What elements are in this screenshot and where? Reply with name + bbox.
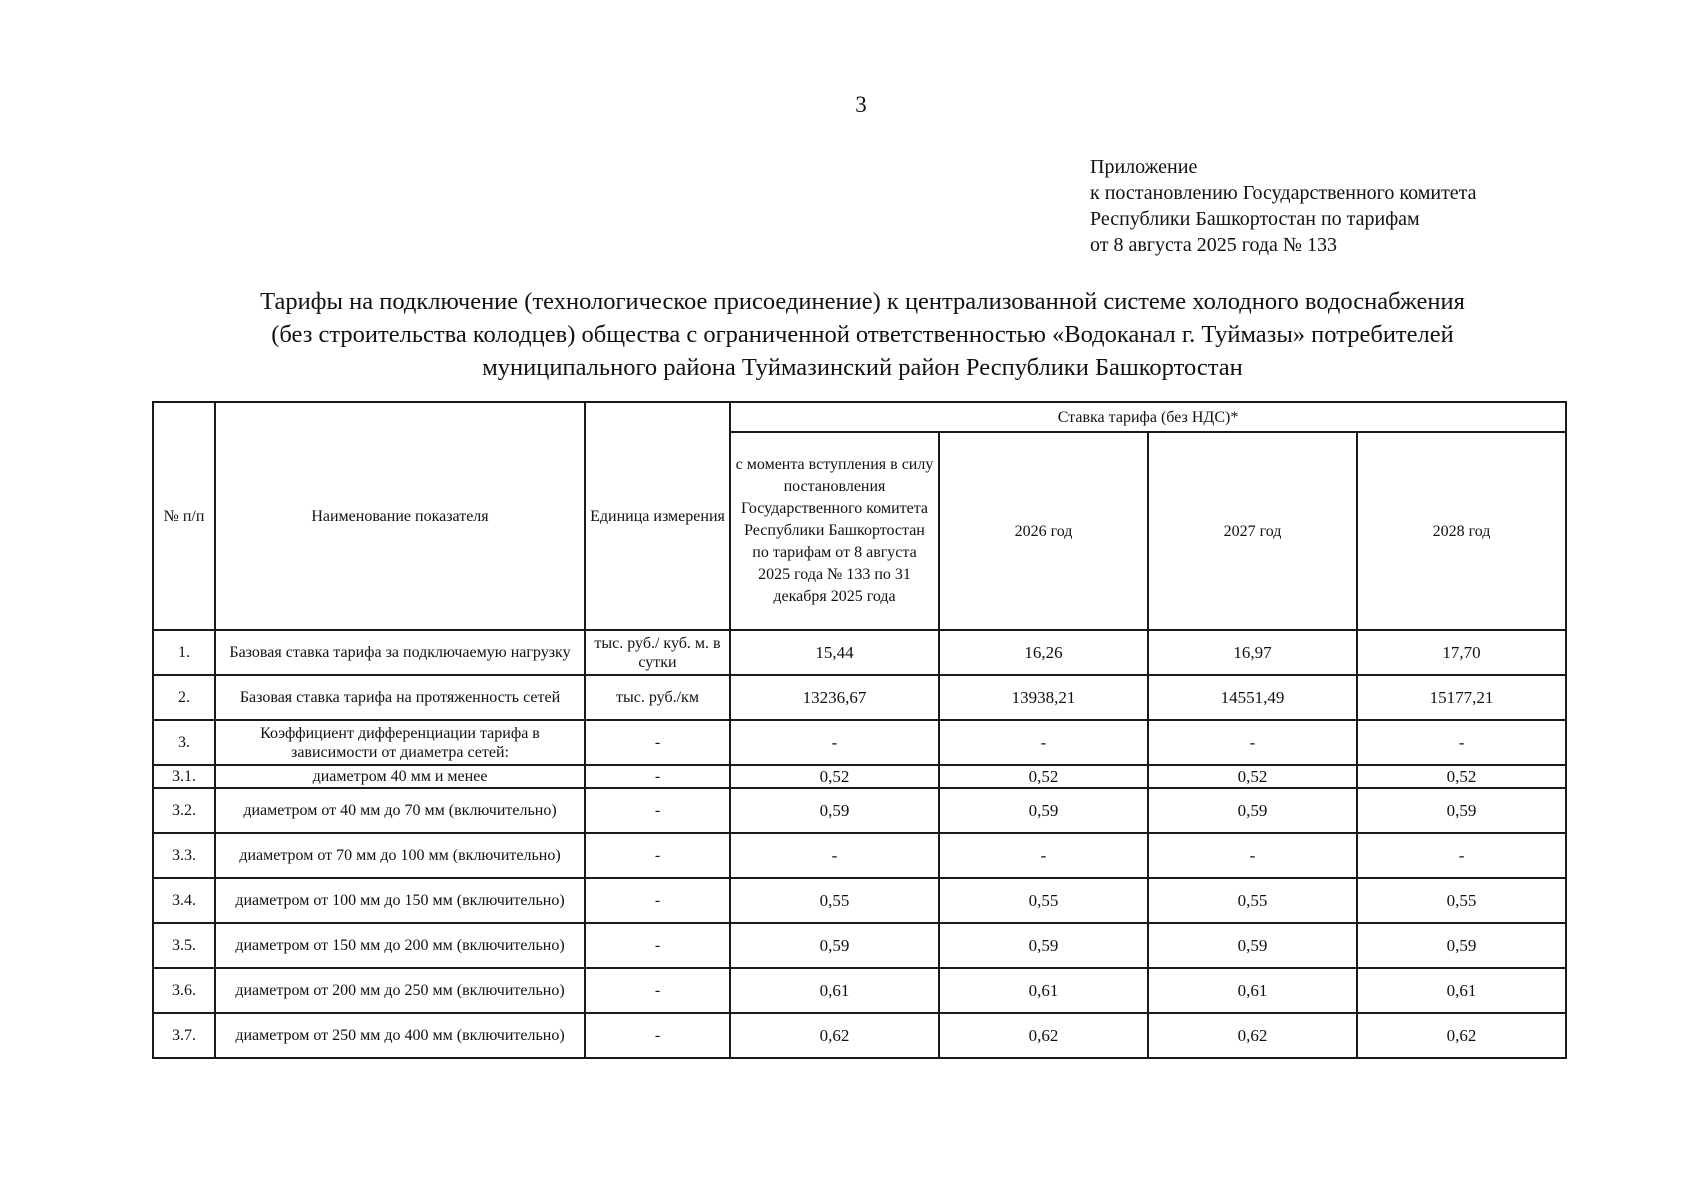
row-number: 3.4. [153, 878, 215, 923]
row-unit: - [585, 968, 730, 1013]
row-value: 0,52 [730, 765, 939, 788]
tariff-table [152, 401, 1567, 1059]
table-row [153, 968, 1566, 1013]
row-number: 3. [153, 720, 215, 765]
row-value: 0,55 [1357, 878, 1566, 923]
row-number: 3.6. [153, 968, 215, 1013]
title-line: Тарифы на подключение (технологическое присоединение) к централизованной системе холодного водоснабжения [260, 288, 1465, 315]
appendix-line: Приложение [1090, 156, 1198, 178]
row-value: 0,61 [730, 968, 939, 1013]
row-name: диаметром от 150 мм до 200 мм (включительно) [215, 923, 585, 968]
table-row [153, 1013, 1566, 1058]
document-title [150, 285, 1575, 384]
row-unit: - [585, 720, 730, 765]
row-name: диаметром 40 мм и менее [215, 765, 585, 788]
row-value: 0,61 [1357, 968, 1566, 1013]
row-value: 16,26 [939, 630, 1148, 675]
row-value: 0,59 [730, 788, 939, 833]
row-name: Базовая ставка тарифа за подключаемую нагрузку [215, 630, 585, 675]
row-name: Базовая ставка тарифа на протяженность сетей [215, 675, 585, 720]
header-period: с момента вступления в силу постановления Государственного комитета Республики Башкортостан по тарифам от 8 августа 2025 года № 133 по 31 декабря 2025 года [730, 432, 939, 630]
row-value: 0,62 [730, 1013, 939, 1058]
row-value: 0,59 [1357, 923, 1566, 968]
row-unit: - [585, 833, 730, 878]
row-value: 0,59 [1148, 923, 1357, 968]
header-number: № п/п [153, 402, 215, 630]
row-number: 3.5. [153, 923, 215, 968]
row-value: 0,62 [939, 1013, 1148, 1058]
header-period: 2026 год [939, 432, 1148, 630]
row-unit: тыс. руб./ куб. м. в сутки [585, 630, 730, 675]
row-unit: - [585, 878, 730, 923]
row-name: Коэффициент дифференциации тарифа в зависимости от диаметра сетей: [215, 720, 585, 765]
table-body [153, 630, 1566, 1058]
row-value: - [1148, 720, 1357, 765]
row-value: 0,62 [1357, 1013, 1566, 1058]
table-row [153, 788, 1566, 833]
table-row [153, 675, 1566, 720]
row-name: диаметром от 100 мм до 150 мм (включительно) [215, 878, 585, 923]
row-unit: - [585, 1013, 730, 1058]
header-name: Наименование показателя [215, 402, 585, 630]
appendix-line: к постановлению Государственного комитета [1090, 182, 1477, 204]
row-value: 0,59 [730, 923, 939, 968]
row-number: 1. [153, 630, 215, 675]
row-value: - [939, 720, 1148, 765]
page-number: 3 [855, 92, 867, 117]
appendix-line: Республики Башкортостан по тарифам [1090, 208, 1420, 230]
row-value: 0,55 [939, 878, 1148, 923]
table-row [153, 630, 1566, 675]
row-value: 13236,67 [730, 675, 939, 720]
row-name: диаметром от 250 мм до 400 мм (включительно) [215, 1013, 585, 1058]
appendix-line: от 8 августа 2025 года № 133 [1090, 234, 1338, 256]
row-value: 16,97 [1148, 630, 1357, 675]
row-number: 3.1. [153, 765, 215, 788]
row-number: 3.3. [153, 833, 215, 878]
header-period: 2028 год [1357, 432, 1566, 630]
row-number: 2. [153, 675, 215, 720]
appendix-note [1090, 154, 1477, 258]
table-header-row [153, 402, 1566, 432]
row-value: - [1357, 720, 1566, 765]
row-value: 0,59 [1357, 788, 1566, 833]
row-value: 0,55 [1148, 878, 1357, 923]
row-value: 0,55 [730, 878, 939, 923]
row-number: 3.7. [153, 1013, 215, 1058]
table-row [153, 765, 1566, 788]
row-number: 3.2. [153, 788, 215, 833]
row-value: - [730, 833, 939, 878]
row-value: 15,44 [730, 630, 939, 675]
row-value: 0,52 [1357, 765, 1566, 788]
row-value: - [1357, 833, 1566, 878]
row-unit: тыс. руб./км [585, 675, 730, 720]
header-period: 2027 год [1148, 432, 1357, 630]
row-unit: - [585, 765, 730, 788]
title-line: (без строительства колодцев) общества с ограниченной ответственностью «Водоканал г. Туймазы» потребителей [271, 321, 1454, 348]
row-value: 0,61 [1148, 968, 1357, 1013]
row-value: - [730, 720, 939, 765]
table-row [153, 878, 1566, 923]
row-name: диаметром от 70 мм до 100 мм (включительно) [215, 833, 585, 878]
row-value: - [939, 833, 1148, 878]
table-row [153, 923, 1566, 968]
row-value: 0,52 [1148, 765, 1357, 788]
row-value: 0,52 [939, 765, 1148, 788]
row-value: 15177,21 [1357, 675, 1566, 720]
row-value: 13938,21 [939, 675, 1148, 720]
row-value: 0,62 [1148, 1013, 1357, 1058]
row-unit: - [585, 788, 730, 833]
row-value: - [1148, 833, 1357, 878]
row-value: 0,61 [939, 968, 1148, 1013]
row-name: диаметром от 200 мм до 250 мм (включительно) [215, 968, 585, 1013]
row-value: 17,70 [1357, 630, 1566, 675]
row-name: диаметром от 40 мм до 70 мм (включительно) [215, 788, 585, 833]
table-row [153, 720, 1566, 765]
table-row [153, 833, 1566, 878]
row-unit: - [585, 923, 730, 968]
title-line: муниципального района Туймазинский район Республики Башкортостан [482, 354, 1243, 381]
header-rate-group: Ставка тарифа (без НДС)* [730, 402, 1566, 432]
row-value: 0,59 [1148, 788, 1357, 833]
row-value: 0,59 [939, 923, 1148, 968]
header-unit: Единица измерения [585, 402, 730, 630]
row-value: 0,59 [939, 788, 1148, 833]
row-value: 14551,49 [1148, 675, 1357, 720]
